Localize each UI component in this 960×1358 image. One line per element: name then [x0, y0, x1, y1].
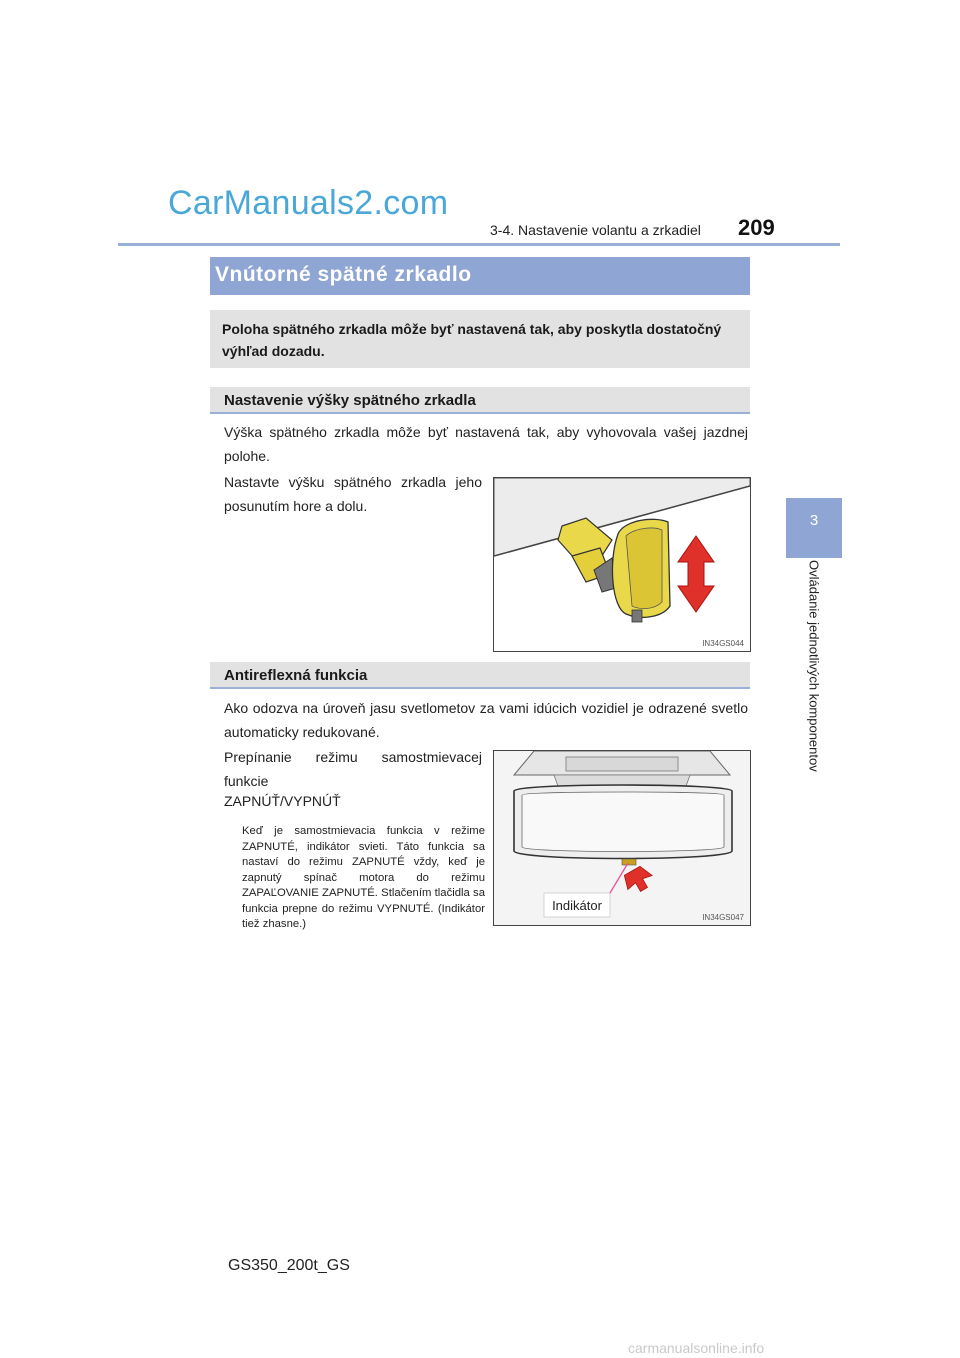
chapter-title-vertical: [786, 560, 842, 790]
antiglare-on-off: ZAPNÚŤ/VYPNÚŤ: [224, 793, 341, 809]
mirror-height-illustration: [493, 477, 751, 652]
height-paragraph-2: Nastavte výšku spätného zrkadla jeho posunutím hore a dolu.: [224, 474, 482, 514]
indicator-label: Indikátor: [552, 898, 602, 913]
height-paragraph-1: Výška spätného zrkadla môže byť nastavená tak, aby vyhovovala vašej jazdnej polohe.: [224, 424, 748, 464]
mirror-height-svg: [494, 478, 750, 651]
antiglare-paragraph-1: Ako odozva na úroveň jasu svetlometov za vami idúcich vozidiel je odrazené svetlo automaticky redukované.: [224, 700, 748, 740]
antiglare-note: Keď je samostmievacia funkcia v režime ZAPNUTÉ, indikátor svieti. Táto funkcia sa nastaví do režimu ZAPNUTÉ vždy, keď je zapnutý spínač motora do režimu ZAPAĽOVANIE ZAPNUTÉ. Stlačením tlačidla sa funkcia prepne do režimu VYPNUTÉ. (Indikátor tiež zhasne.): [242, 825, 485, 930]
section-title: Vnútorné spätné zrkadlo: [215, 263, 472, 286]
subsection-title-height: Nastavenie výšky spätného zrkadla: [224, 392, 476, 409]
image-code-1: IN34GS044: [702, 639, 744, 648]
subsection-title-antiglare: Antireflexná funkcia: [224, 667, 368, 684]
indicator-dot-icon: [622, 859, 636, 865]
rearview-mirror-icon: [514, 785, 732, 859]
image-code-2: IN34GS047: [702, 913, 744, 922]
mirror-body-icon: [612, 519, 670, 622]
antiglare-mirror-illustration: [493, 750, 751, 926]
chapter-tab: 3: [786, 498, 842, 558]
up-down-arrow-icon: [678, 536, 714, 612]
page-number: 209: [738, 215, 775, 240]
chapter-title-text: Ovládanie jednotlivých komponentov: [806, 560, 822, 772]
intro-text: Poloha spätného zrkadla môže byť nastavená tak, aby poskytla dostatočný výhľad dozadu.: [222, 321, 722, 359]
header-divider: [118, 243, 840, 246]
carmanuals-watermark: CarManuals2.com: [168, 184, 449, 222]
header-section-title: 3-4. Nastavenie volantu a zrkadiel: [490, 222, 701, 238]
mirror-mount-icon: [558, 518, 616, 592]
antiglare-paragraph-2: Prepínanie režimu samostmievacej funkcie: [224, 749, 482, 789]
antiglare-mirror-svg: [494, 751, 750, 925]
footer-watermark: carmanualsonline.info: [628, 1340, 765, 1356]
footer-model-code: GS350_200t_GS: [228, 1257, 350, 1274]
